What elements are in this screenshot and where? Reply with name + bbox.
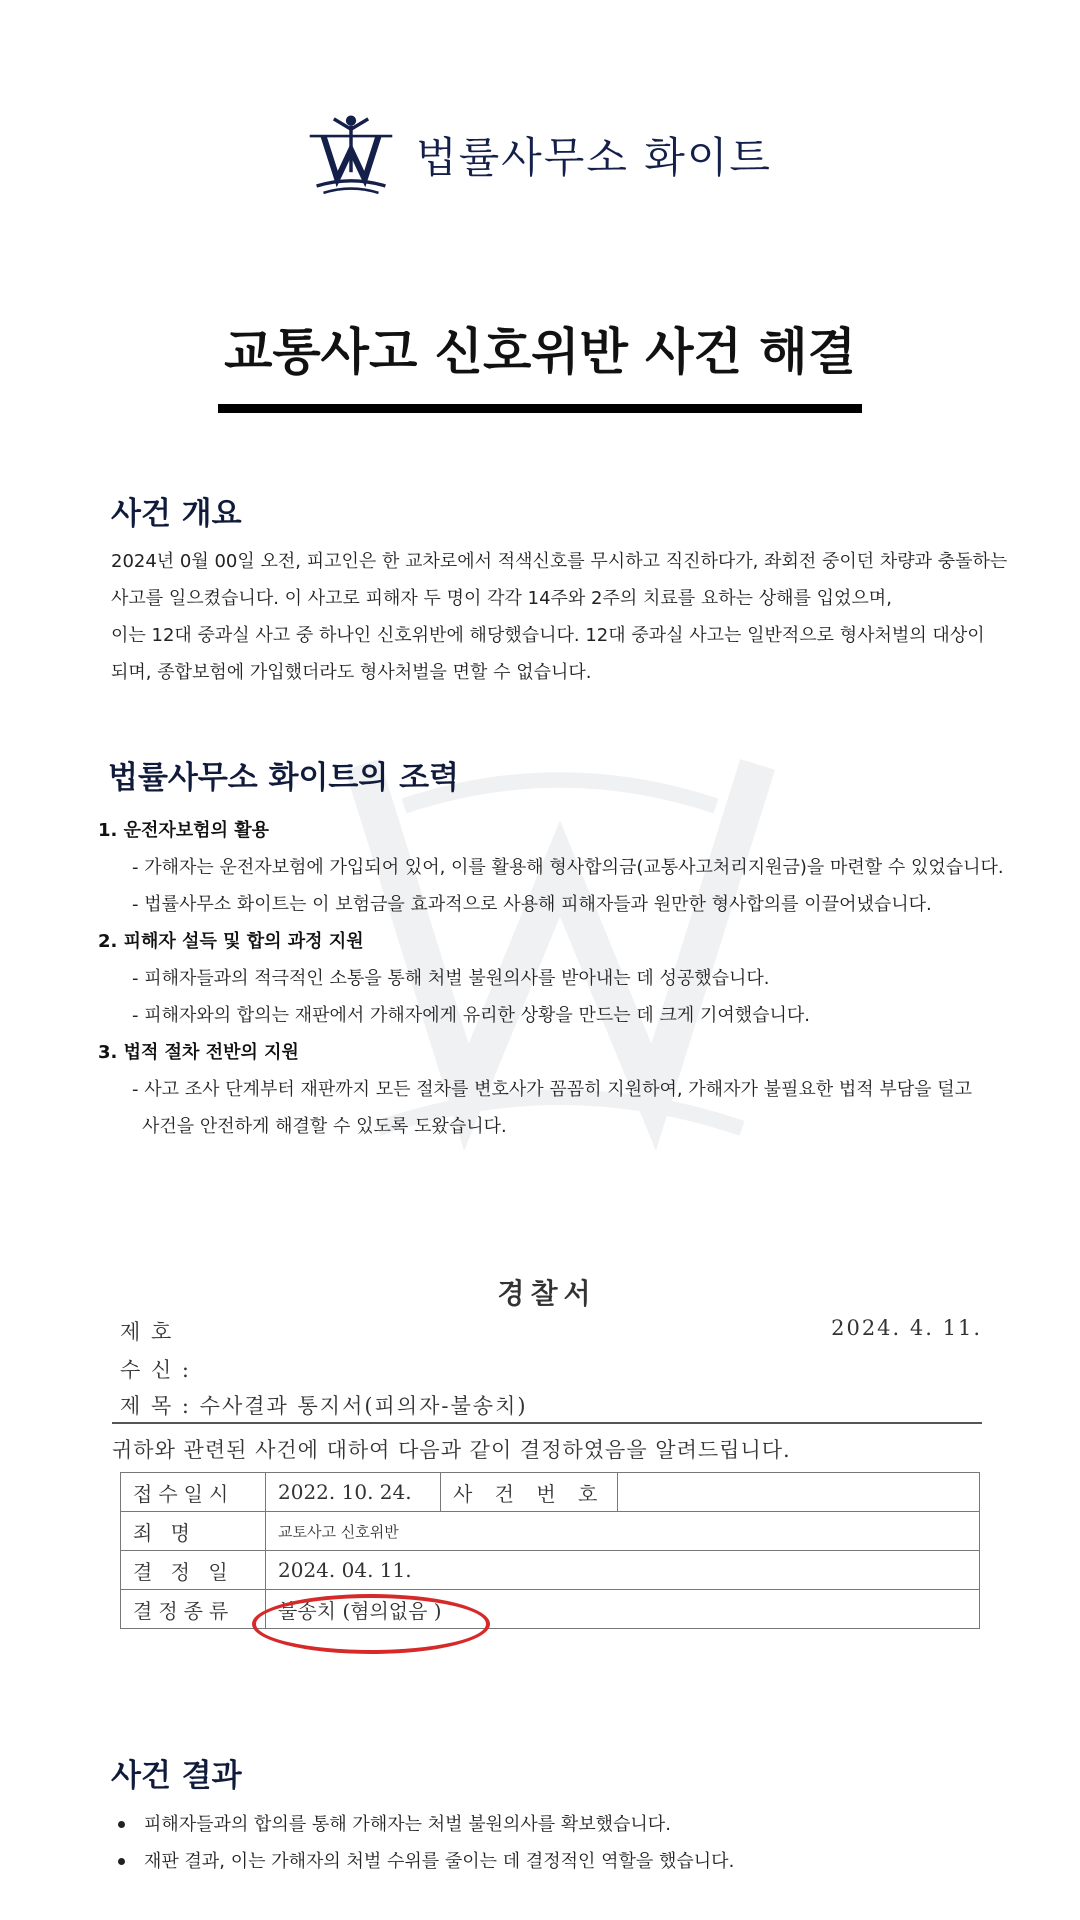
list-item: 재판 결과, 이는 가해자의 처벌 수위를 줄이는 데 결정적인 역할을 했습니다. xyxy=(118,1843,734,1880)
table-cell: 불송치 (혐의없음 ) xyxy=(266,1590,980,1629)
brand-name: 법률사무소 화이트 xyxy=(416,133,772,182)
result-list xyxy=(118,1806,734,1880)
table-cell: 죄 명 xyxy=(121,1512,266,1551)
table-row xyxy=(121,1512,980,1551)
brand-logo-icon xyxy=(308,112,394,198)
table-cell: 사 건 번 호 xyxy=(441,1473,618,1512)
overview-line-3: 이는 12대 중과실 사고 중 하나인 신호위반에 해당했습니다. 12대 중과실 사고는 일반적으로 형사처벌의 대상이 xyxy=(111,625,985,646)
doc-subject: 제 목 : 수사결과 통지서(피의자-불송치) xyxy=(120,1394,528,1418)
efforts-heading: 법률사무소 화이트의 조력 xyxy=(108,760,459,796)
effort-title-3: 3. 법적 절차 전반의 지원 xyxy=(98,1042,299,1063)
overview-line-1: 2024년 0월 00일 오전, 피고인은 한 교차로에서 적색신호를 무시하고 직진하다가, 좌회전 중이던 차량과 충돌하는 xyxy=(111,551,1008,572)
table-row xyxy=(121,1590,980,1629)
table-cell: 접수일시 xyxy=(121,1473,266,1512)
doc-title: 경찰서 xyxy=(497,1277,597,1310)
doc-table xyxy=(120,1472,980,1629)
table-row xyxy=(121,1473,980,1512)
table-cell xyxy=(618,1473,980,1512)
doc-divider xyxy=(112,1422,982,1424)
doc-date: 2024. 4. 11. xyxy=(831,1316,982,1340)
police-notice-document xyxy=(112,1262,982,1662)
table-cell: 2024. 04. 11. xyxy=(266,1551,980,1590)
table-cell: 교토사고 신호위반 xyxy=(266,1512,980,1551)
table-cell: 2022. 10. 24. xyxy=(266,1473,441,1512)
list-item: 피해자들과의 합의를 통해 가해자는 처벌 불원의사를 확보했습니다. xyxy=(118,1806,734,1843)
doc-recipient: 수 신 : xyxy=(120,1358,191,1382)
effort-detail: - 사고 조사 단계부터 재판까지 모든 절차를 변호사가 꼼꼼히 지원하여, 가해자가 불필요한 법적 부담을 덜고 xyxy=(132,1079,972,1100)
effort-detail: - 피해자들과의 적극적인 소통을 통해 처벌 불원의사를 받아내는 데 성공했습니다. xyxy=(132,968,770,989)
effort-detail: - 피해자와의 합의는 재판에서 가해자에게 유리한 상황을 만드는 데 크게 기여했습니다. xyxy=(132,1005,811,1026)
effort-title-1: 1. 운전자보험의 활용 xyxy=(98,820,269,841)
overview-line-2: 사고를 일으켰습니다. 이 사고로 피해자 두 명이 각각 14주와 2주의 치료를 요하는 상해를 입었으며, xyxy=(111,588,892,609)
effort-detail: - 가해자는 운전자보험에 가입되어 있어, 이를 활용해 형사합의금(교통사고처리지원금)을 마련할 수 있었습니다. xyxy=(132,857,1004,878)
table-row xyxy=(121,1551,980,1590)
effort-title-2: 2. 피해자 설득 및 합의 과정 지원 xyxy=(98,931,364,952)
effort-detail: - 법률사무소 화이트는 이 보험금을 효과적으로 사용해 피해자들과 원만한 형사합의를 이끌어냈습니다. xyxy=(132,894,932,915)
brand-header xyxy=(0,112,1080,198)
efforts-list xyxy=(98,812,1004,1145)
table-cell: 결정종류 xyxy=(121,1590,266,1629)
overview-heading: 사건 개요 xyxy=(111,496,242,532)
effort-detail: 사건을 안전하게 해결할 수 있도록 도왔습니다. xyxy=(142,1116,507,1137)
doc-notice: 귀하와 관련된 사건에 대하여 다음과 같이 결정하였음을 알려드립니다. xyxy=(112,1438,791,1462)
overview-line-4: 되며, 종합보험에 가입했더라도 형사처벌을 면할 수 없습니다. xyxy=(111,662,592,683)
page-title: 교통사고 신호위반 사건 해결 xyxy=(218,312,862,413)
result-heading: 사건 결과 xyxy=(111,1758,242,1794)
doc-number: 제 호 xyxy=(120,1320,174,1344)
table-cell: 결 정 일 xyxy=(121,1551,266,1590)
highlight-circle xyxy=(252,1594,490,1654)
